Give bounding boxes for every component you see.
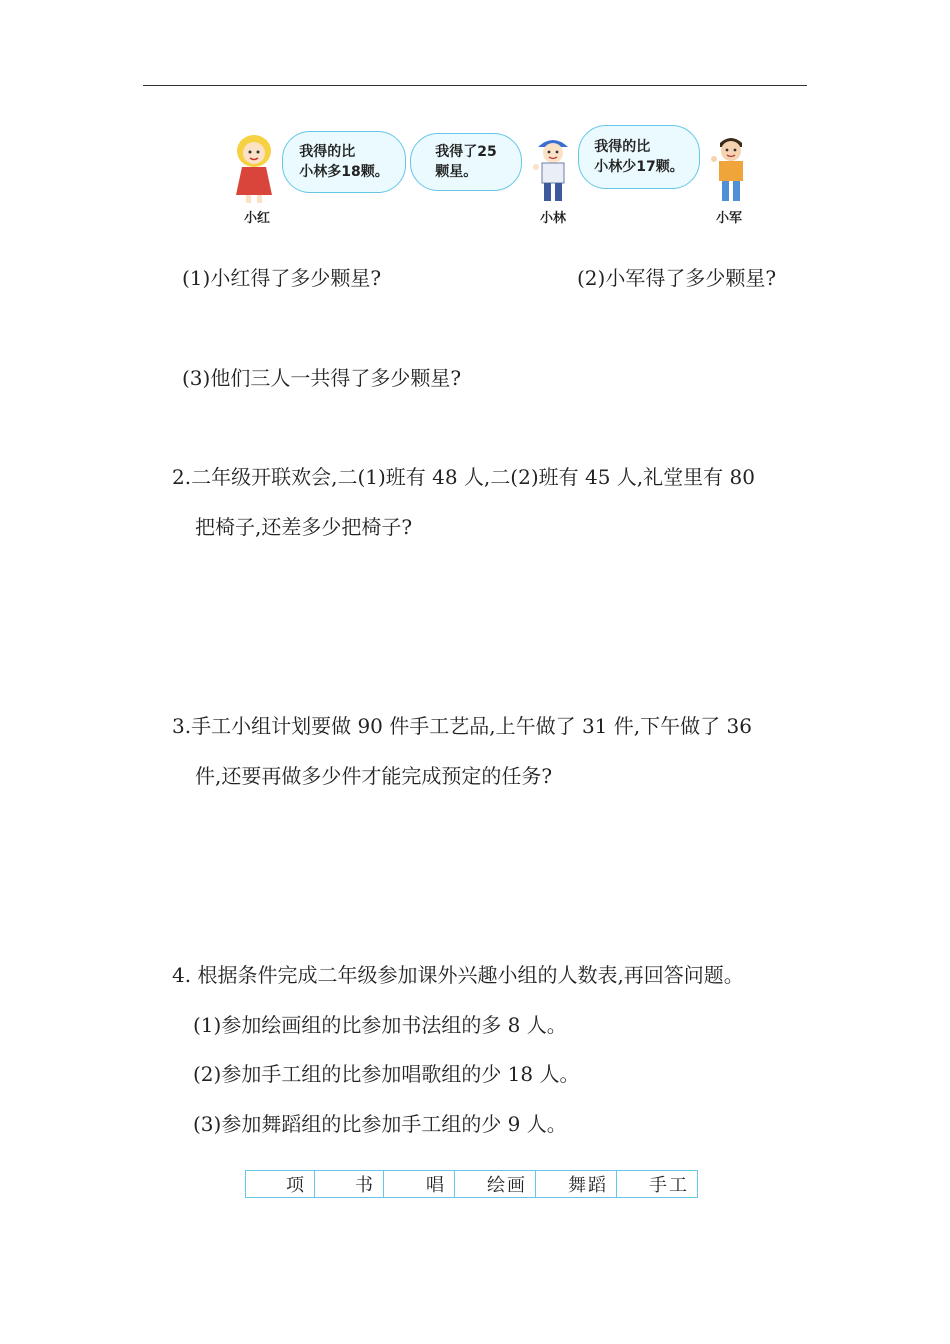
q4-condition-3: (3)参加舞蹈组的比参加手工组的少 9 人。 xyxy=(193,1112,567,1136)
xiaolin-speech-bubble: 我得了25 颗星。 xyxy=(410,133,522,191)
q4-condition-2: (2)参加手工组的比参加唱歌组的少 18 人。 xyxy=(193,1062,580,1086)
q4-condition-1: (1)参加绘画组的比参加书法组的多 8 人。 xyxy=(193,1013,567,1037)
table-header-cell: 舞蹈 xyxy=(536,1171,617,1198)
name-xiaohong: 小红 xyxy=(244,211,271,226)
table-header-cell: 绘画 xyxy=(455,1171,536,1198)
q1-part3: (3)他们三人一共得了多少颗星? xyxy=(182,366,462,390)
xiaojun-speech-bubble: 我得的比 小林少17颗。 xyxy=(578,125,700,189)
illustration-scene xyxy=(222,125,762,230)
table-header-cell: 唱 xyxy=(384,1171,455,1198)
q2-line2: 把椅子,还差多少把椅子? xyxy=(195,515,413,539)
q3-line2: 件,还要再做多少件才能完成预定的任务? xyxy=(195,764,553,788)
q3-line1: 3.手工小组计划要做 90 件手工艺品,上午做了 31 件,下午做了 36 xyxy=(172,714,752,738)
interest-group-table xyxy=(245,1170,698,1198)
q4-title: 4. 根据条件完成二年级参加课外兴趣小组的人数表,再回答问题。 xyxy=(172,963,744,987)
header-rule xyxy=(143,85,807,86)
q2-line1: 2.二年级开联欢会,二(1)班有 48 人,二(2)班有 45 人,礼堂里有 80 xyxy=(172,465,755,489)
table-header-row xyxy=(246,1171,698,1198)
boy-xiaojun-illustration xyxy=(708,131,754,205)
name-xiaolin: 小林 xyxy=(540,211,567,226)
name-xiaojun: 小军 xyxy=(716,211,743,226)
table-header-cell: 手工 xyxy=(617,1171,698,1198)
boy-xiaolin-illustration xyxy=(528,133,578,205)
xiaohong-speech-bubble: 我得的比 小林多18颗。 xyxy=(282,131,406,193)
table-header-cell: 项 xyxy=(246,1171,315,1198)
q1-part1: (1)小红得了多少颗星? xyxy=(182,266,382,290)
table-header-cell: 书 xyxy=(315,1171,384,1198)
q1-part2: (2)小军得了多少颗星? xyxy=(577,266,777,290)
girl-xiaohong-illustration xyxy=(228,133,280,205)
